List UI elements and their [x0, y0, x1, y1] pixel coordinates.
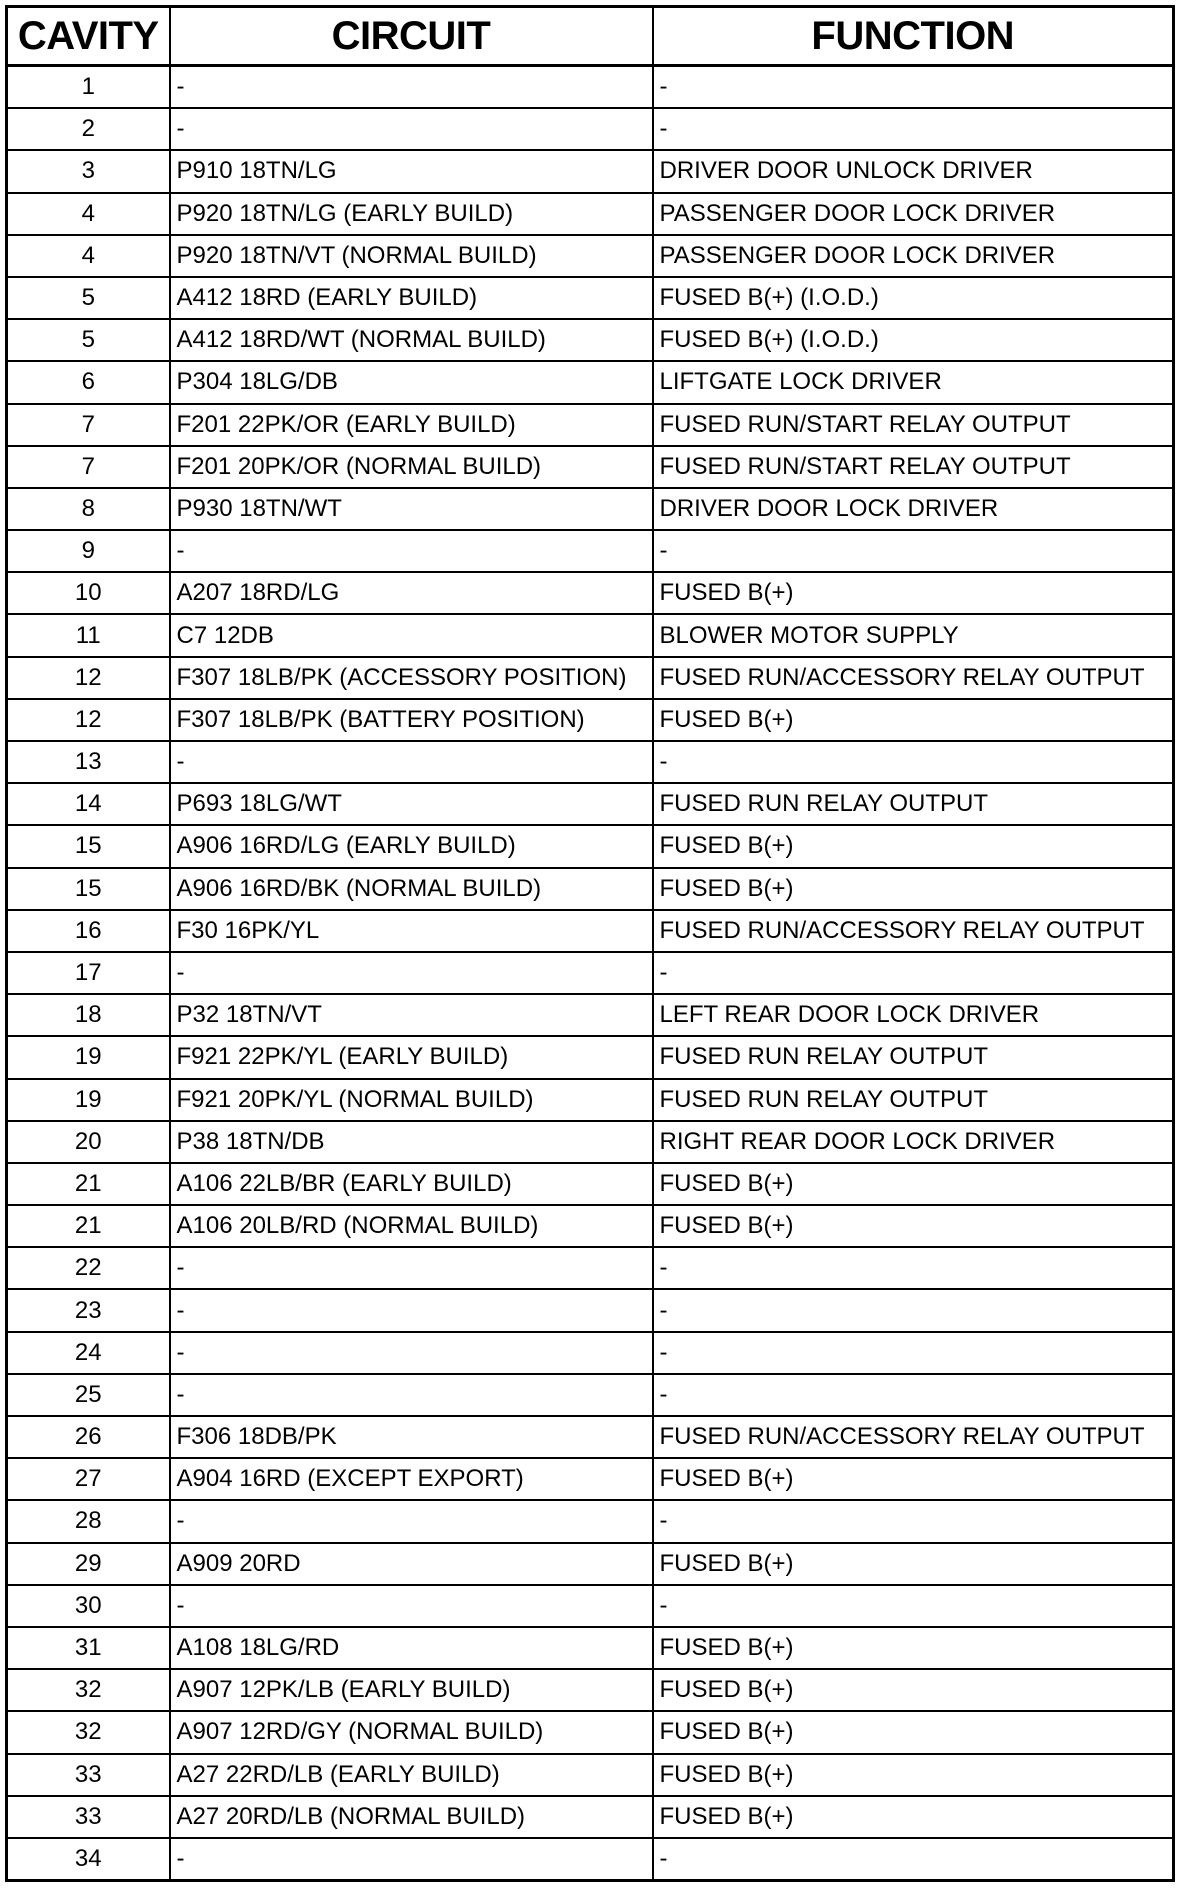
cell-circuit: A906 16RD/LG (EARLY BUILD): [170, 825, 653, 867]
table-row: [7, 910, 1174, 952]
cell-circuit: -: [170, 1247, 653, 1289]
table-row: [7, 1500, 1174, 1542]
table-row: [7, 150, 1174, 192]
cell-function: -: [653, 1247, 1174, 1289]
cell-function: DRIVER DOOR UNLOCK DRIVER: [653, 150, 1174, 192]
cell-cavity: 18: [7, 994, 170, 1036]
cell-function: FUSED B(+): [653, 1711, 1174, 1753]
table-row: [7, 1079, 1174, 1121]
header-function: FUNCTION: [653, 7, 1174, 66]
cell-circuit: A907 12PK/LB (EARLY BUILD): [170, 1669, 653, 1711]
table-row: [7, 699, 1174, 741]
cell-circuit: P304 18LG/DB: [170, 361, 653, 403]
table-row: [7, 1669, 1174, 1711]
cell-cavity: 7: [7, 404, 170, 446]
cell-circuit: F306 18DB/PK: [170, 1416, 653, 1458]
cell-function: FUSED B(+): [653, 572, 1174, 614]
cell-circuit: -: [170, 1838, 653, 1881]
table-row: [7, 657, 1174, 699]
table-row: [7, 530, 1174, 572]
cell-cavity: 11: [7, 614, 170, 656]
cell-cavity: 33: [7, 1796, 170, 1838]
cell-cavity: 21: [7, 1163, 170, 1205]
cell-cavity: 12: [7, 657, 170, 699]
cell-cavity: 31: [7, 1627, 170, 1669]
table-row: [7, 319, 1174, 361]
cell-circuit: A27 22RD/LB (EARLY BUILD): [170, 1754, 653, 1796]
table-row: [7, 1796, 1174, 1838]
cell-circuit: -: [170, 1289, 653, 1331]
table-row: [7, 825, 1174, 867]
cell-cavity: 24: [7, 1332, 170, 1374]
cell-cavity: 16: [7, 910, 170, 952]
cell-function: FUSED B(+): [653, 1796, 1174, 1838]
table-row: [7, 1838, 1174, 1881]
table-body: [7, 66, 1174, 1881]
cell-circuit: A108 18LG/RD: [170, 1627, 653, 1669]
cell-function: DRIVER DOOR LOCK DRIVER: [653, 488, 1174, 530]
cell-circuit: A106 22LB/BR (EARLY BUILD): [170, 1163, 653, 1205]
table-row: [7, 404, 1174, 446]
cell-function: -: [653, 530, 1174, 572]
cell-circuit: A909 20RD: [170, 1543, 653, 1585]
cell-circuit: F307 18LB/PK (ACCESSORY POSITION): [170, 657, 653, 699]
cell-function: FUSED B(+): [653, 868, 1174, 910]
cell-circuit: -: [170, 1332, 653, 1374]
cell-cavity: 23: [7, 1289, 170, 1331]
cell-circuit: A27 20RD/LB (NORMAL BUILD): [170, 1796, 653, 1838]
cell-cavity: 19: [7, 1036, 170, 1078]
table-row: [7, 446, 1174, 488]
table-row: [7, 1585, 1174, 1627]
cell-cavity: 32: [7, 1669, 170, 1711]
cell-cavity: 10: [7, 572, 170, 614]
cell-cavity: 15: [7, 825, 170, 867]
cell-function: FUSED B(+): [653, 699, 1174, 741]
cell-cavity: 27: [7, 1458, 170, 1500]
cell-circuit: P32 18TN/VT: [170, 994, 653, 1036]
cell-circuit: P693 18LG/WT: [170, 783, 653, 825]
header-cavity: CAVITY: [7, 7, 170, 66]
cell-circuit: -: [170, 1374, 653, 1416]
cell-function: PASSENGER DOOR LOCK DRIVER: [653, 235, 1174, 277]
table-row: [7, 1121, 1174, 1163]
cell-cavity: 15: [7, 868, 170, 910]
table-row: [7, 868, 1174, 910]
cell-function: FUSED B(+): [653, 825, 1174, 867]
cell-cavity: 1: [7, 66, 170, 109]
cell-cavity: 17: [7, 952, 170, 994]
cell-function: FUSED B(+): [653, 1163, 1174, 1205]
table-row: [7, 1332, 1174, 1374]
cell-cavity: 29: [7, 1543, 170, 1585]
table-row: [7, 235, 1174, 277]
cell-function: FUSED B(+): [653, 1543, 1174, 1585]
cell-cavity: 25: [7, 1374, 170, 1416]
cell-circuit: -: [170, 1585, 653, 1627]
cell-function: FUSED RUN/START RELAY OUTPUT: [653, 446, 1174, 488]
table-row: [7, 193, 1174, 235]
cell-circuit: A904 16RD (EXCEPT EXPORT): [170, 1458, 653, 1500]
cell-function: FUSED B(+): [653, 1669, 1174, 1711]
cell-cavity: 30: [7, 1585, 170, 1627]
header-circuit: CIRCUIT: [170, 7, 653, 66]
table-row: [7, 488, 1174, 530]
cell-circuit: A412 18RD/WT (NORMAL BUILD): [170, 319, 653, 361]
cell-circuit: P38 18TN/DB: [170, 1121, 653, 1163]
cell-circuit: -: [170, 66, 653, 109]
cell-circuit: F921 22PK/YL (EARLY BUILD): [170, 1036, 653, 1078]
cell-circuit: F307 18LB/PK (BATTERY POSITION): [170, 699, 653, 741]
cell-cavity: 22: [7, 1247, 170, 1289]
cell-cavity: 5: [7, 277, 170, 319]
table-row: [7, 783, 1174, 825]
cell-circuit: F921 20PK/YL (NORMAL BUILD): [170, 1079, 653, 1121]
cell-function: FUSED RUN RELAY OUTPUT: [653, 783, 1174, 825]
cell-function: FUSED B(+): [653, 1458, 1174, 1500]
cell-function: -: [653, 952, 1174, 994]
cell-cavity: 21: [7, 1205, 170, 1247]
table-header-row: [7, 7, 1174, 66]
cell-function: -: [653, 1332, 1174, 1374]
cell-cavity: 20: [7, 1121, 170, 1163]
cell-circuit: A106 20LB/RD (NORMAL BUILD): [170, 1205, 653, 1247]
cell-cavity: 5: [7, 319, 170, 361]
cell-cavity: 14: [7, 783, 170, 825]
cell-function: FUSED B(+): [653, 1627, 1174, 1669]
cell-cavity: 3: [7, 150, 170, 192]
table-row: [7, 1711, 1174, 1753]
table-row: [7, 1627, 1174, 1669]
cell-function: FUSED RUN RELAY OUTPUT: [653, 1079, 1174, 1121]
cell-function: -: [653, 66, 1174, 109]
table-row: [7, 572, 1174, 614]
cell-function: BLOWER MOTOR SUPPLY: [653, 614, 1174, 656]
cell-function: FUSED B(+) (I.O.D.): [653, 319, 1174, 361]
table-row: [7, 1754, 1174, 1796]
table-row: [7, 1374, 1174, 1416]
table-row: [7, 1163, 1174, 1205]
cell-function: FUSED B(+): [653, 1205, 1174, 1247]
cell-function: RIGHT REAR DOOR LOCK DRIVER: [653, 1121, 1174, 1163]
cell-function: FUSED RUN/ACCESSORY RELAY OUTPUT: [653, 1416, 1174, 1458]
table-row: [7, 108, 1174, 150]
cell-cavity: 19: [7, 1079, 170, 1121]
cell-function: PASSENGER DOOR LOCK DRIVER: [653, 193, 1174, 235]
cell-circuit: F201 22PK/OR (EARLY BUILD): [170, 404, 653, 446]
cell-cavity: 8: [7, 488, 170, 530]
table-row: [7, 994, 1174, 1036]
cell-function: -: [653, 741, 1174, 783]
cell-cavity: 28: [7, 1500, 170, 1542]
cell-circuit: P920 18TN/LG (EARLY BUILD): [170, 193, 653, 235]
cell-cavity: 33: [7, 1754, 170, 1796]
cell-circuit: -: [170, 1500, 653, 1542]
cell-function: -: [653, 1374, 1174, 1416]
table-row: [7, 952, 1174, 994]
table-row: [7, 614, 1174, 656]
cell-circuit: C7 12DB: [170, 614, 653, 656]
cell-function: -: [653, 1838, 1174, 1881]
cell-cavity: 2: [7, 108, 170, 150]
table-row: [7, 1458, 1174, 1500]
cell-circuit: -: [170, 530, 653, 572]
cell-circuit: F30 16PK/YL: [170, 910, 653, 952]
cell-function: -: [653, 1585, 1174, 1627]
cell-cavity: 13: [7, 741, 170, 783]
cell-function: LIFTGATE LOCK DRIVER: [653, 361, 1174, 403]
cell-cavity: 4: [7, 235, 170, 277]
table-row: [7, 1205, 1174, 1247]
cell-circuit: -: [170, 952, 653, 994]
table-row: [7, 1247, 1174, 1289]
table-row: [7, 66, 1174, 109]
cell-function: LEFT REAR DOOR LOCK DRIVER: [653, 994, 1174, 1036]
cell-circuit: P910 18TN/LG: [170, 150, 653, 192]
cell-cavity: 4: [7, 193, 170, 235]
cell-function: FUSED B(+) (I.O.D.): [653, 277, 1174, 319]
table-row: [7, 361, 1174, 403]
cell-cavity: 9: [7, 530, 170, 572]
cell-circuit: A907 12RD/GY (NORMAL BUILD): [170, 1711, 653, 1753]
cell-function: FUSED RUN RELAY OUTPUT: [653, 1036, 1174, 1078]
cell-circuit: P930 18TN/WT: [170, 488, 653, 530]
connector-pinout-table: [5, 5, 1175, 1882]
table-row: [7, 1289, 1174, 1331]
cell-function: FUSED RUN/START RELAY OUTPUT: [653, 404, 1174, 446]
cell-circuit: A906 16RD/BK (NORMAL BUILD): [170, 868, 653, 910]
table-row: [7, 1543, 1174, 1585]
cell-cavity: 26: [7, 1416, 170, 1458]
cell-cavity: 12: [7, 699, 170, 741]
cell-circuit: -: [170, 741, 653, 783]
cell-circuit: A412 18RD (EARLY BUILD): [170, 277, 653, 319]
cell-function: FUSED RUN/ACCESSORY RELAY OUTPUT: [653, 910, 1174, 952]
cell-function: FUSED B(+): [653, 1754, 1174, 1796]
cell-function: FUSED RUN/ACCESSORY RELAY OUTPUT: [653, 657, 1174, 699]
cell-function: -: [653, 1289, 1174, 1331]
cell-cavity: 34: [7, 1838, 170, 1881]
cell-cavity: 32: [7, 1711, 170, 1753]
cell-circuit: P920 18TN/VT (NORMAL BUILD): [170, 235, 653, 277]
cell-circuit: A207 18RD/LG: [170, 572, 653, 614]
cell-function: -: [653, 1500, 1174, 1542]
table-row: [7, 1036, 1174, 1078]
table-row: [7, 277, 1174, 319]
table-row: [7, 1416, 1174, 1458]
cell-cavity: 6: [7, 361, 170, 403]
table-row: [7, 741, 1174, 783]
cell-circuit: F201 20PK/OR (NORMAL BUILD): [170, 446, 653, 488]
cell-function: -: [653, 108, 1174, 150]
cell-circuit: -: [170, 108, 653, 150]
cell-cavity: 7: [7, 446, 170, 488]
